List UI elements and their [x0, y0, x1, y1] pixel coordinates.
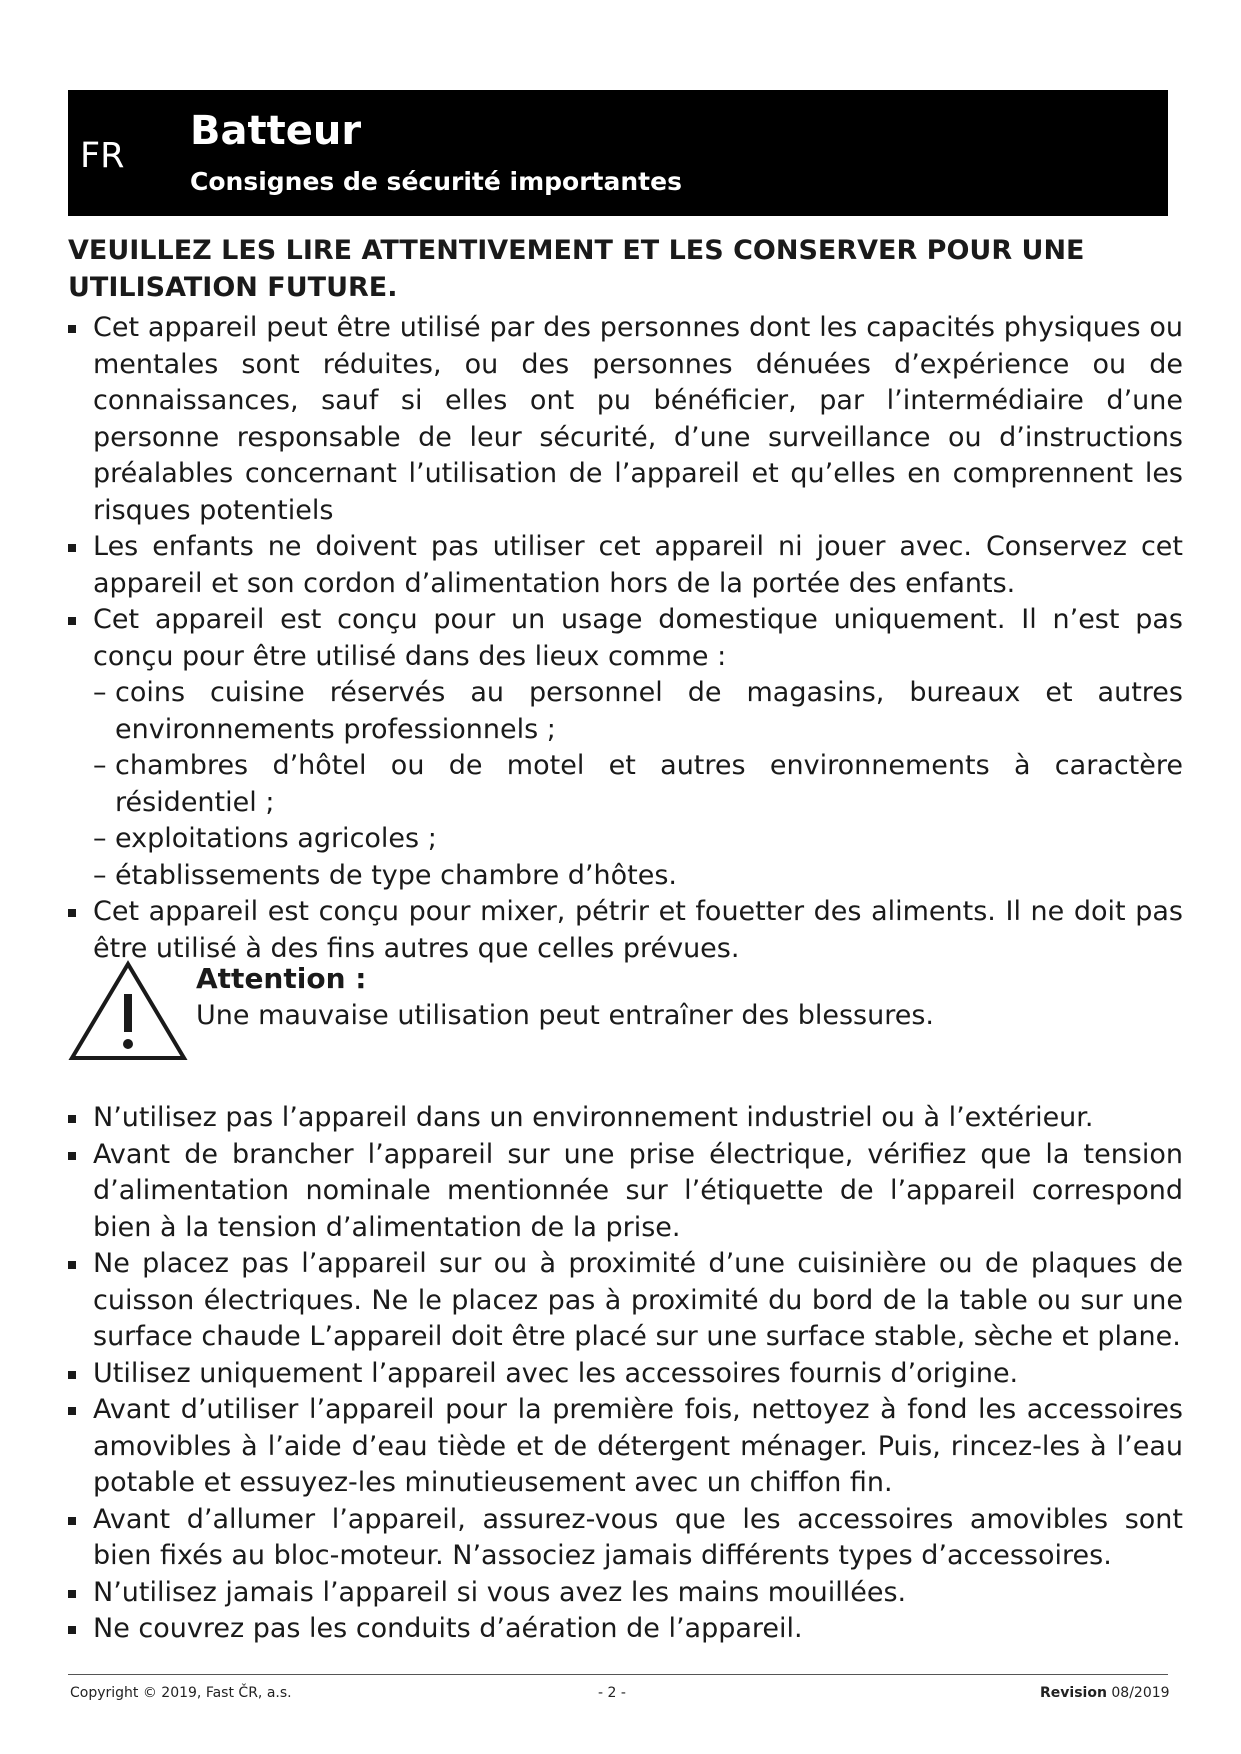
dash-item-text: exploitations agricoles ; [115, 823, 437, 854]
intro-notice: VEUILLEZ LES LIRE ATTENTIVEMENT ET LES CONSERVER POUR UNE UTILISATION FUTURE. [68, 235, 1085, 303]
dash-item [93, 675, 1183, 748]
list-item [68, 602, 1183, 894]
warning-triangle-icon [68, 958, 188, 1062]
revision-label: Revision [1040, 1685, 1107, 1701]
list-item-text: Ne placez pas l’appareil sur ou à proximité d’une cuisinière ou de plaques de cuisson électriques. Ne le placez pas à proximité du bord de la table ou sur une surface chaude L’appareil doit être placé sur une surface stable, sèche et plane. [93, 1248, 1183, 1352]
bullet-icon [68, 544, 76, 552]
list-item-text: Cet appareil est conçu pour mixer, pétrir et fouetter des aliments. Il ne doit pas être utilisé à des fins autres que celles prévues. [93, 896, 1183, 964]
list-item [68, 1246, 1183, 1356]
bullet-icon [68, 1371, 76, 1379]
bullet-icon [68, 1115, 76, 1123]
instructions-top [68, 232, 1183, 967]
footer-copyright: Copyright © 2019, Fast ČR, a.s. [70, 1685, 292, 1701]
dash-icon: – [93, 823, 107, 854]
list-item-text: N’utilisez pas l’appareil dans un environnement industriel ou à l’extérieur. [93, 1102, 1094, 1133]
list-item-text: Cet appareil est conçu pour un usage domestique uniquement. Il n’est pas conçu pour être utilisé dans des lieux comme : [93, 604, 1183, 672]
instructions-bottom [68, 1100, 1183, 1648]
dash-icon: – [93, 750, 107, 781]
list-item [68, 1575, 1183, 1612]
dash-item [93, 858, 1183, 895]
revision-date: 08/2019 [1111, 1685, 1170, 1701]
list-item [68, 529, 1183, 602]
list-item [68, 1100, 1183, 1137]
list-item-text: Avant d’utiliser l’appareil pour la première fois, nettoyez à fond les accessoires amovibles à l’aide d’eau tiède et de détergent ménager. Puis, rincez-les à l’eau potable et essuyez-les minutieusement avec un chiffon fin. [93, 1394, 1183, 1498]
bullet-icon [68, 1626, 76, 1634]
footer-revision [1040, 1685, 1170, 1701]
bullet-icon [68, 1407, 76, 1415]
bullet-icon [68, 1261, 76, 1269]
bullet-icon [68, 909, 76, 917]
page-title: Batteur [190, 108, 362, 154]
bullet-icon [68, 1590, 76, 1598]
list-item [68, 894, 1183, 967]
list-item-text: N’utilisez jamais l’appareil si vous avez les mains mouillées. [93, 1576, 907, 1608]
warning-title: Attention : [196, 962, 367, 995]
dash-item [93, 748, 1183, 821]
dash-item-text: chambres d’hôtel ou de motel et autres environnements à caractère résidentiel ; [115, 750, 1183, 818]
language-code: FR [80, 136, 125, 176]
footer-divider [68, 1674, 1168, 1675]
list-item-text: Cet appareil peut être utilisé par des personnes dont les capacités physiques ou mentales sont réduites, ou des personnes dénuées d’expérience ou de connaissances, sauf si elles ont pu bénéficier, par l’intermédiaire d’une personne responsable de leur sécurité, d’une surveillance ou d’instructions préalables concernant l’utilisation de l’appareil et qu’elles en comprennent les risques potentiels [93, 312, 1183, 526]
page-header [68, 90, 1168, 216]
warning-block [68, 958, 1168, 1068]
bullet-icon [68, 1152, 76, 1160]
dash-item [93, 821, 1183, 858]
dash-item-text: coins cuisine réservés au personnel de magasins, bureaux et autres environnements professionnels ; [115, 677, 1183, 745]
list-item-text: Utilisez uniquement l’appareil avec les accessoires fournis d’origine. [93, 1357, 1019, 1389]
list-item [68, 1137, 1183, 1247]
bullet-list-top [68, 310, 1183, 967]
page-subtitle: Consignes de sécurité importantes [190, 167, 682, 196]
dash-icon: – [93, 859, 107, 891]
list-item-text: Les enfants ne doivent pas utiliser cet appareil ni jouer avec. Conservez cet appareil et son cordon d’alimentation hors de la portée des enfants. [93, 531, 1183, 599]
bullet-list-bottom [68, 1100, 1183, 1648]
warning-text: Une mauvaise utilisation peut entraîner des blessures. [196, 1000, 934, 1031]
list-item [68, 310, 1183, 529]
list-item [68, 1502, 1183, 1575]
bullet-icon [68, 1517, 76, 1525]
list-item [68, 1611, 1183, 1648]
list-item [68, 1392, 1183, 1502]
list-item-text: Avant de brancher l’appareil sur une prise électrique, vérifiez que la tension d’alimentation nominale mentionnée sur l’étiquette de l’appareil correspond bien à la tension d’alimentation de la prise. [93, 1138, 1183, 1243]
dash-icon: – [93, 677, 107, 708]
list-item [68, 1356, 1183, 1393]
list-item-text: Ne couvrez pas les conduits d’aération de l’appareil. [93, 1613, 803, 1644]
bullet-icon [68, 325, 76, 333]
dash-item-text: établissements de type chambre d’hôtes. [115, 859, 677, 891]
list-item-text: Avant d’allumer l’appareil, assurez-vous que les accessoires amovibles sont bien fixés au bloc-moteur. N’associez jamais différents types d’accessoires. [93, 1503, 1183, 1571]
page-number: - 2 - [598, 1685, 626, 1701]
dash-list [93, 675, 1183, 894]
bullet-icon [68, 617, 76, 625]
